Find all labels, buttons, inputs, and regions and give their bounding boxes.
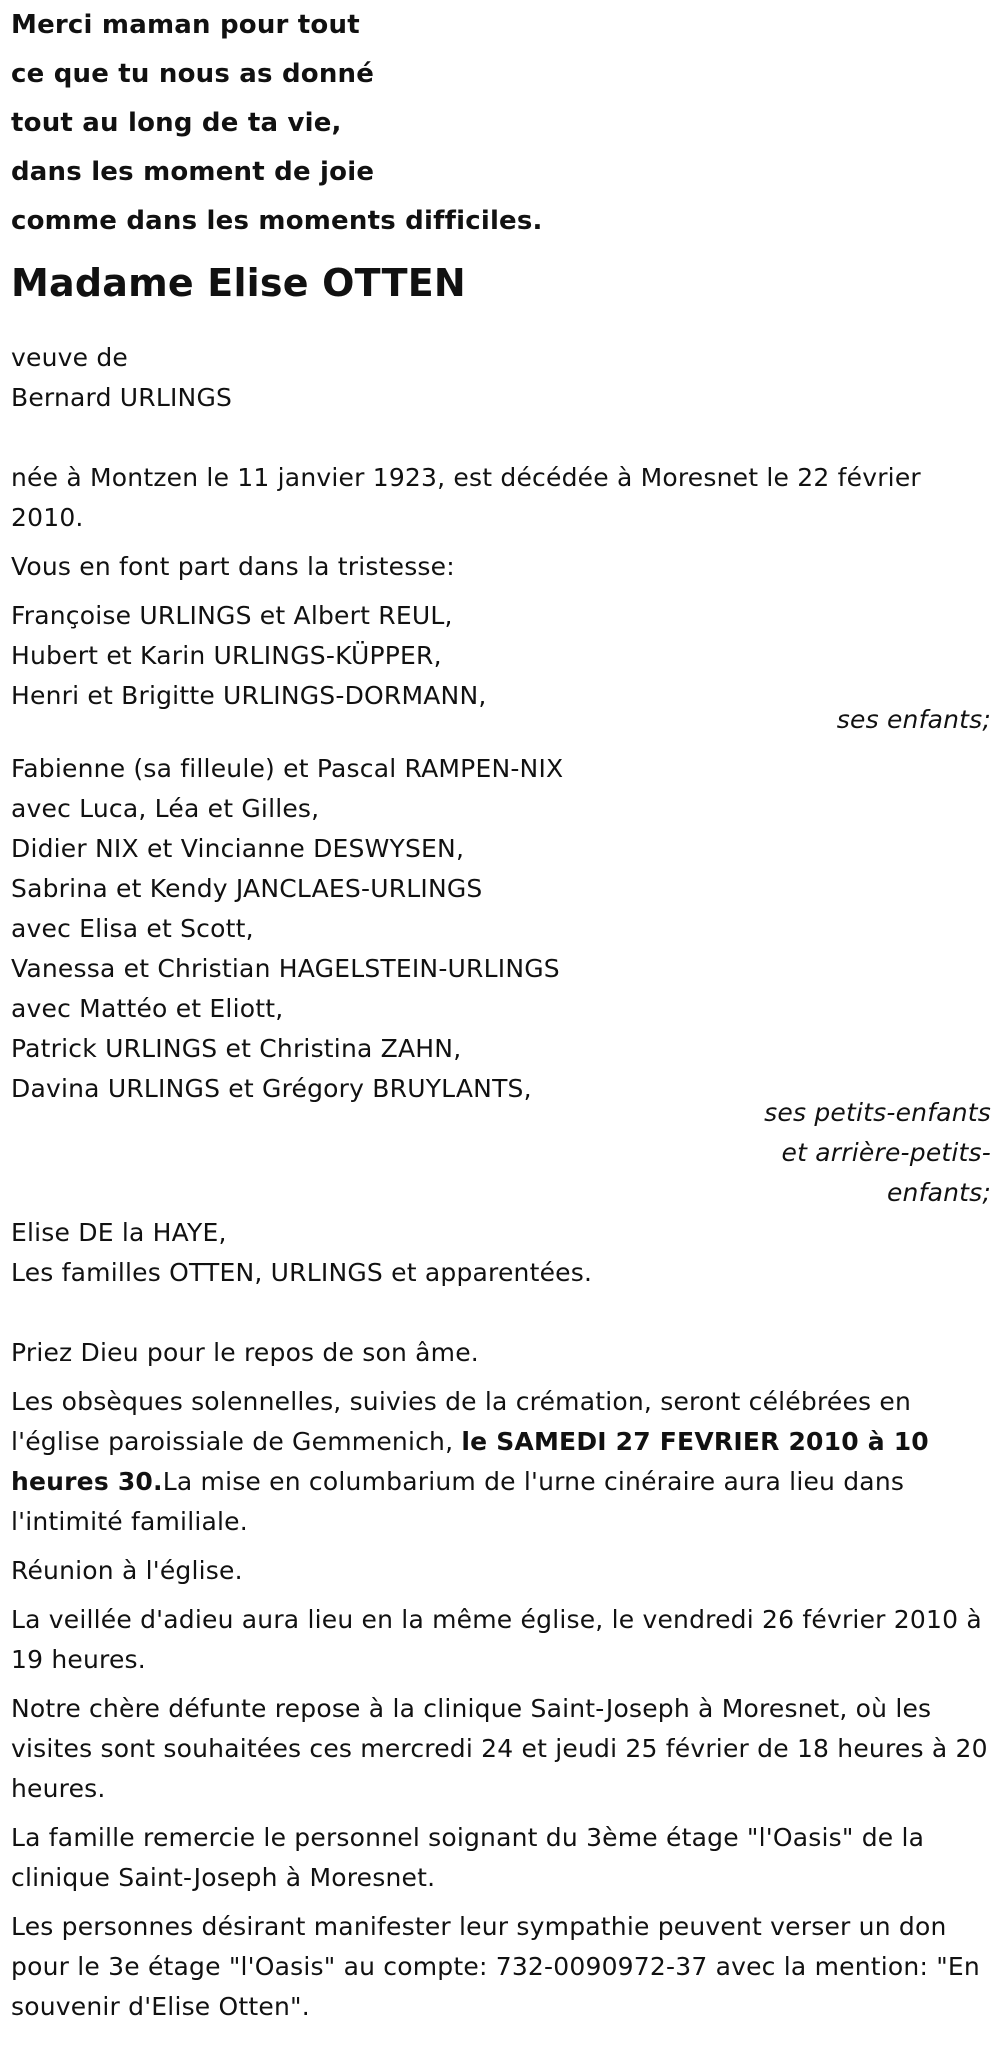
grandchildren-line: Fabienne (sa filleule) et Pascal RAMPEN-NIX <box>11 754 564 783</box>
funeral-date: le SAMEDI 27 FEVRIER 2010 à 10 heures 30. <box>11 1427 929 1496</box>
funeral-text <box>11 1382 991 1542</box>
children-line: Henri et Brigitte URLINGS-DORMANN, <box>11 681 487 710</box>
grandchildren-line: avec Elisa et Scott, <box>11 914 254 943</box>
children-line: Hubert et Karin URLINGS-KÜPPER, <box>11 641 442 670</box>
others-line: Elise DE la HAYE, <box>11 1218 227 1247</box>
announcement-text: Vous en font part dans la tristesse: <box>11 552 455 581</box>
intro-line: dans les moment de joie <box>11 157 375 187</box>
grandchildren-label-line: et arrière-petits- <box>781 1138 991 1167</box>
children-line: Françoise URLINGS et Albert REUL, <box>11 601 453 630</box>
reunion-text: Réunion à l'église. <box>11 1556 243 1585</box>
intro-line: ce que tu nous as donné <box>11 59 375 89</box>
funeral-text-columbarium: La mise en columbarium de l'urne cinéraire aura lieu dans l'intimité familiale. <box>11 1467 905 1536</box>
funeral-text-intro: Les obsèques solennelles, suivies de la crémation, seront célébrées en l'église paroissiale de Gemmenich, <box>11 1387 912 1456</box>
prayer-text: Priez Dieu pour le repos de son âme. <box>11 1338 479 1367</box>
visitation-text: Notre chère défunte repose à la clinique Saint-Joseph à Moresnet, où les visites sont souhaitées ces mercredi 24 et jeudi 25 février de 18 heures à 20 heures. <box>11 1694 988 1803</box>
grandchildren-list <box>11 749 991 1109</box>
others-list <box>11 1213 991 1293</box>
intro-line: Merci maman pour tout <box>11 10 360 40</box>
grandchildren-line: Sabrina et Kendy JANCLAES-URLINGS <box>11 874 483 903</box>
widow-block <box>11 338 991 418</box>
grandchildren-line: Didier NIX et Vincianne DESWYSEN, <box>11 834 465 863</box>
intro-verse <box>11 1 991 246</box>
deceased-name: Madame Elise OTTEN <box>11 261 466 305</box>
birth-death-text: née à Montzen le 11 janvier 1923, est décédée à Moresnet le 22 février 2010. <box>11 463 921 532</box>
grandchildren-line: Davina URLINGS et Grégory BRUYLANTS, <box>11 1074 532 1103</box>
obituary-column <box>11 0 991 2027</box>
vigil-text: La veillée d'adieu aura lieu en la même église, le vendredi 26 février 2010 à 19 heures. <box>11 1605 982 1674</box>
children-label: ses enfants; <box>836 705 991 734</box>
grandchildren-label <box>761 1093 991 1213</box>
widow-line: veuve de <box>11 343 128 372</box>
grandchildren-line: avec Luca, Léa et Gilles, <box>11 794 320 823</box>
grandchildren-label-line: enfants; <box>886 1178 991 1207</box>
donation-text: Les personnes désirant manifester leur sympathie peuvent verser un don pour le 3e étage "l'Oasis" au compte: 732-0090972-37 avec la mention: "En souvenir d'Elise Otten". <box>11 1912 980 2021</box>
others-line: Les familles OTTEN, URLINGS et apparentées. <box>11 1258 593 1287</box>
intro-line: tout au long de ta vie, <box>11 108 342 138</box>
grandchildren-line: avec Mattéo et Eliott, <box>11 994 284 1023</box>
widow-spouse: Bernard URLINGS <box>11 383 233 412</box>
children-list <box>11 596 991 716</box>
thanks-text: La famille remercie le personnel soignant du 3ème étage "l'Oasis" de la clinique Saint-Joseph à Moresnet. <box>11 1823 925 1892</box>
grandchildren-label-line: ses petits-enfants <box>764 1098 991 1127</box>
grandchildren-line: Patrick URLINGS et Christina ZAHN, <box>11 1034 462 1063</box>
intro-line: comme dans les moments difficiles. <box>11 206 543 236</box>
grandchildren-line: Vanessa et Christian HAGELSTEIN-URLINGS <box>11 954 560 983</box>
